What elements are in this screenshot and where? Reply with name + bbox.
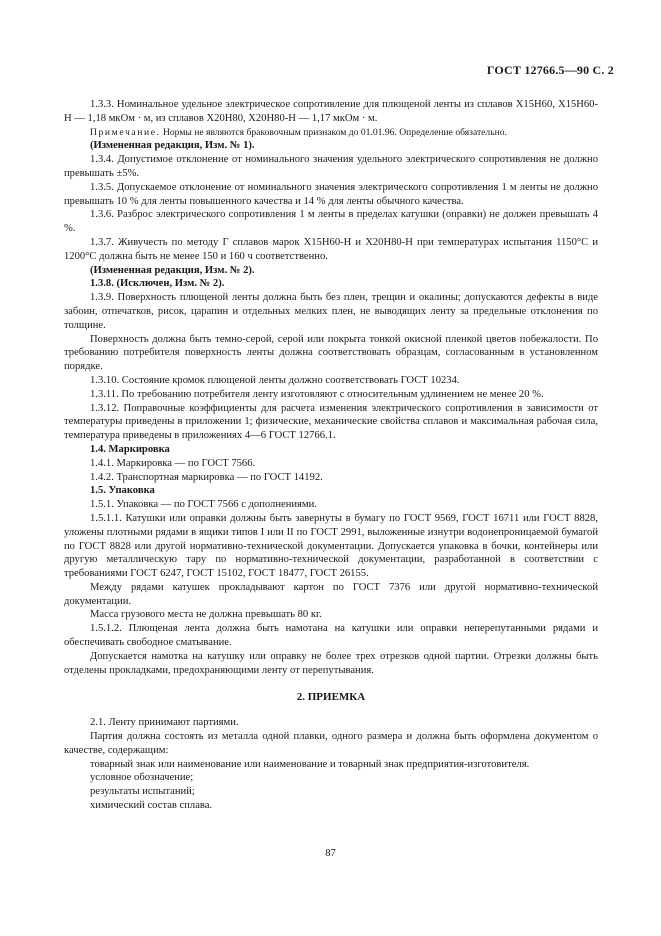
clause-1-3-6: 1.3.6. Разброс электрического сопротивления 1 м ленты в пределах катушки (оправки) не должен превышать 4 %. xyxy=(64,209,598,235)
clause-1-3-7: 1.3.7. Живучесть по методу Г сплавов марок Х15Н60-Н и Х20Н80-Н при температурах испытания 1150°С и 1200°С должна быть не менее 150 и 160 ч соответственно. xyxy=(64,236,598,262)
surface-paragraph: Поверхность должна быть темно-серой, серой или покрыта тонкой окисной пленкой цветов побежалости. По требованию потребителя поверхность ленты должна соответствовать образцам, согласованным в установленном порядке. xyxy=(64,333,598,373)
note-text: Нормы не являются браковочным признаком до 01.01.96. Определение обязательно. xyxy=(160,126,507,138)
clause-1-3-9: 1.3.9. Поверхность плющеной ленты должна быть без плен, трещин и окалины; допускаются дефекты в виде забоин, отпечатков, рисок, царапин и отдельных мелких плен, не выводящих ленту за предельные отклонения по толщине. xyxy=(64,292,598,331)
batch-paragraph: Партия должна состоять из металла одной плавки, одного размера и должна быть оформлена документом о качестве, содержащим: xyxy=(64,731,598,756)
clause-1-3-11: 1.3.11. По требованию потребителя ленту изготовляют с относительным удлинением не менее 20 %. xyxy=(90,388,544,400)
page-content xyxy=(64,98,598,813)
revision-note-1: (Измененная редакция, Изм. № 1). xyxy=(90,140,255,152)
clause-1-3-4: 1.3.4. Допустимое отклонение от номинального значения удельного электрического сопротивления не должно превышать ±5%. xyxy=(64,154,598,179)
section-2-title: 2. ПРИЕМКА xyxy=(296,691,366,704)
clause-1-3-10: 1.3.10. Состояние кромок плющеной ленты должно соответствовать ГОСТ 10234. xyxy=(90,374,460,386)
between-rows-paragraph: Между рядами катушек прокладывают картон по ГОСТ 7376 или другой нормативно-технической документации. xyxy=(64,581,598,607)
clause-1-3-12: 1.3.12. Поправочные коэффициенты для расчета изменения электрического сопротивления в зависимости от температуры приведены в приложении 1; физические, механические свойства сплавов и максимальная рабочая сила, температура приведены в приложениях 4—6 ГОСТ 12766.1. xyxy=(64,402,598,442)
clause-1-4-1: 1.4.1. Маркировка — по ГОСТ 7566. xyxy=(90,457,256,469)
note xyxy=(64,126,598,140)
clause-1-3-3: 1.3.3. Номинальное удельное электрическое сопротивление для плющеной ленты из сплавов Х15Н60, Х15Н60-Н — 1,18 мкОм · м, из сплавов Х20Н80, Х20Н80-Н — 1,17 мкОм · м. xyxy=(64,99,598,124)
list-item: условное обозначение; xyxy=(90,772,194,784)
clause-2-1: 2.1. Ленту принимают партиями. xyxy=(90,717,239,729)
clause-1-3-8: 1.3.8. (Исключен, Изм. № 2). xyxy=(90,278,225,290)
heading-1-4: 1.4. Маркировка xyxy=(90,443,170,455)
revision-note-2: (Измененная редакция, Изм. № 2). xyxy=(90,264,255,276)
list-item: химический состав сплава. xyxy=(90,800,213,812)
page-number: 87 xyxy=(325,848,336,859)
page-header: ГОСТ 12766.5—90 С. 2 xyxy=(486,63,614,77)
clause-1-5-1-1: 1.5.1.1. Катушки или оправки должны быть завернуты в бумагу по ГОСТ 9569, ГОСТ 16711 или ГОСТ 8828, уложены плотными рядами в ящики типов I или II по ГОСТ 2991, выложенные изнутри водонепроницаемой бумагой по ГОСТ 8828 или другой нормативно-технической документации. Допускается упаковка в бочки, контейнеры или другую металлическую тару по нормативно-технической документации, разработанной в соответствии с требованиями ГОСТ 6247, ГОСТ 15102, ГОСТ 18477, ГОСТ 26155. xyxy=(64,512,598,580)
clause-1-5-1: 1.5.1. Упаковка — по ГОСТ 7566 с дополнениями. xyxy=(90,499,317,511)
allowed-paragraph: Допускается намотка на катушку или оправку не более трех отрезков одной партии. Отрезки должны быть отделены прокладками, предохраняющими ленту от перепутывания. xyxy=(64,650,598,676)
clause-1-4-2: 1.4.2. Транспортная маркировка — по ГОСТ 14192. xyxy=(90,471,323,483)
note-label: Примечание. xyxy=(90,126,161,138)
list-item: товарный знак или наименование или наименование и товарный знак предприятия-изготовителя. xyxy=(90,758,530,770)
list-item: результаты испытаний; xyxy=(90,786,195,798)
heading-1-5: 1.5. Упаковка xyxy=(90,485,155,497)
clause-1-5-1-2: 1.5.1.2. Плющеная лента должна быть намотана на катушки или оправки неперепутанными рядами и обеспечивать свободное сматывание. xyxy=(64,623,598,649)
mass-paragraph: Масса грузового места не должна превышать 80 кг. xyxy=(90,609,322,621)
clause-1-3-5: 1.3.5. Допускаемое отклонение от номинального значения электрического сопротивления 1 м ленты не должно превышать 10 % для ленты повышенного качества и 14 % для ленты обычного качества. xyxy=(64,181,598,207)
